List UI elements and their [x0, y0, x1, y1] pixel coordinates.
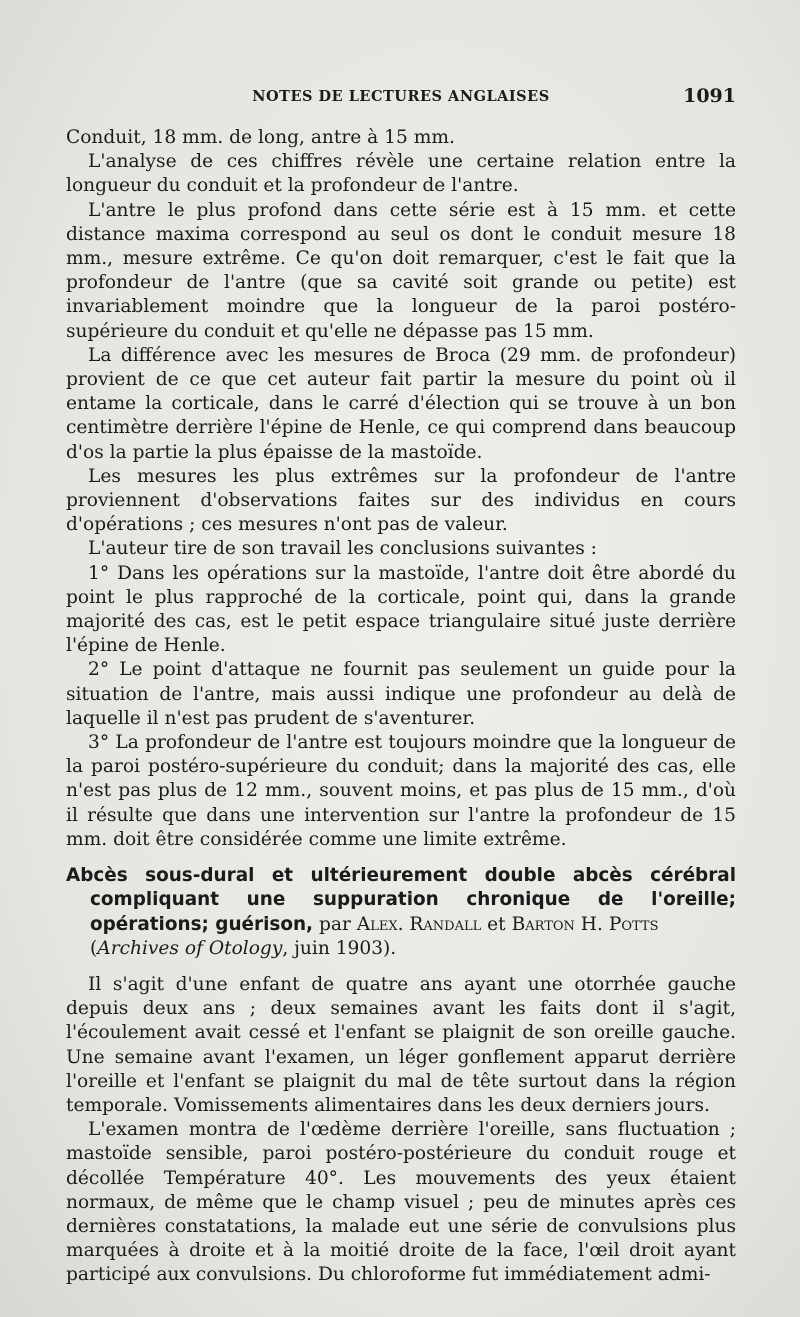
page-number: 1091 [683, 85, 736, 107]
journal-name: Archives of Otology [97, 937, 283, 959]
paragraph: Les mesures les plus extrêmes sur la profondeur de l'antre proviennent d'observations faites sur des individus en cours d'opérations ; ces mesures n'ont pas de valeur. [66, 465, 736, 536]
author-name: Barton H. Potts [511, 913, 659, 935]
paragraph-continuation: Conduit, 18 mm. de long, antre à 15 mm. [66, 127, 455, 148]
article-title: Abcès sous-dural et ultérieurement double abcès cérébral compliquant une suppuration chronique de l'oreille; opérations; guérison, [66, 865, 736, 935]
paragraph: L'auteur tire de son travail les conclusions suivantes : [88, 538, 597, 560]
running-head: NOTES DE LECTURES ANGLAISES [252, 88, 550, 105]
source-open: ( [90, 937, 98, 959]
paragraph: Il s'agit d'une enfant de quatre ans ayant une otorrhée gauche depuis deux ans ; deux semaines avant les faits dont il s'agit, l'écoulement avait cessé et l'enfant se plaignit de son oreille gauche. Une semaine avant l'examen, un léger gonflement apparut derrière l'oreille et l'enfant se plaignit du mal de tête surtout dans la région temporale. Vomissements alimentaires dans les deux derniers jours. [66, 973, 736, 1116]
byline-and: et [487, 913, 506, 935]
article-heading [66, 864, 736, 961]
source-date: , juin 1903). [282, 937, 397, 959]
body-text [66, 126, 736, 1288]
paragraph: La différence avec les mesures de Broca (29 mm. de profondeur) provient de ce que cet auteur fait partir la mesure du point où il entame la corticale, dans le carré d'élection qui se trouve à un bon centimètre derrière l'épine de Henle, ce qui comprend dans beaucoup d'os la partie la plus épaisse de la mastoïde. [66, 344, 736, 463]
paragraph: L'analyse de ces chiffres révèle une certaine relation entre la longueur du conduit et la profondeur de l'antre. [66, 151, 736, 197]
conclusion-item: 2° Le point d'attaque ne fournit pas seulement un guide pour la situation de l'antre, mais aussi indique une profondeur au delà de laquelle il n'est pas prudent de s'aventurer. [66, 659, 736, 729]
author-name: Alex. Randall [356, 913, 482, 935]
paragraph: L'antre le plus profond dans cette série est à 15 mm. et cette distance maxima correspond au seul os dont le conduit mesure 18 mm., mesure extrême. Ce qu'on doit remarquer, c'est le fait que la profondeur de l'antre (que sa cavité soit grande ou petite) est invariablement moindre que la longueur de la paroi postéro-supérieure du conduit et qu'elle ne dépasse pas 15 mm. [66, 199, 736, 342]
conclusion-item: 1° Dans les opérations sur la mastoïde, l'antre doit être abordé du point le plus rapproché de la corticale, point qui, dans la grande majorité des cas, est le petit espace triangulaire situé juste derrière l'épine de Henle. [66, 562, 736, 657]
byline-par: par [318, 913, 351, 935]
conclusion-item: 3° La profondeur de l'antre est toujours moindre que la longueur de la paroi postéro-supérieure du conduit; dans la majorité des cas, elle n'est pas plus de 12 mm., souvent moins, et pas plus de 15 mm., d'où il résulte que dans une intervention sur l'antre la profondeur de 15 mm. doit être considérée comme une limite extrême. [66, 732, 736, 850]
paragraph: L'examen montra de l'œdème derrière l'oreille, sans fluctuation ; mastoïde sensible, paroi postéro-postérieure du conduit rouge et décollée Température 40°. Les mouvements des yeux étaient normaux, de même que le champ visuel ; peu de minutes après ces dernières constatations, la malade eut une série de convulsions plus marquées à droite et à la moitié droite de la face, l'œil droit ayant participé aux convulsions. Du chloroforme fut immédiatement admi- [66, 1119, 736, 1286]
page-header [66, 85, 736, 112]
